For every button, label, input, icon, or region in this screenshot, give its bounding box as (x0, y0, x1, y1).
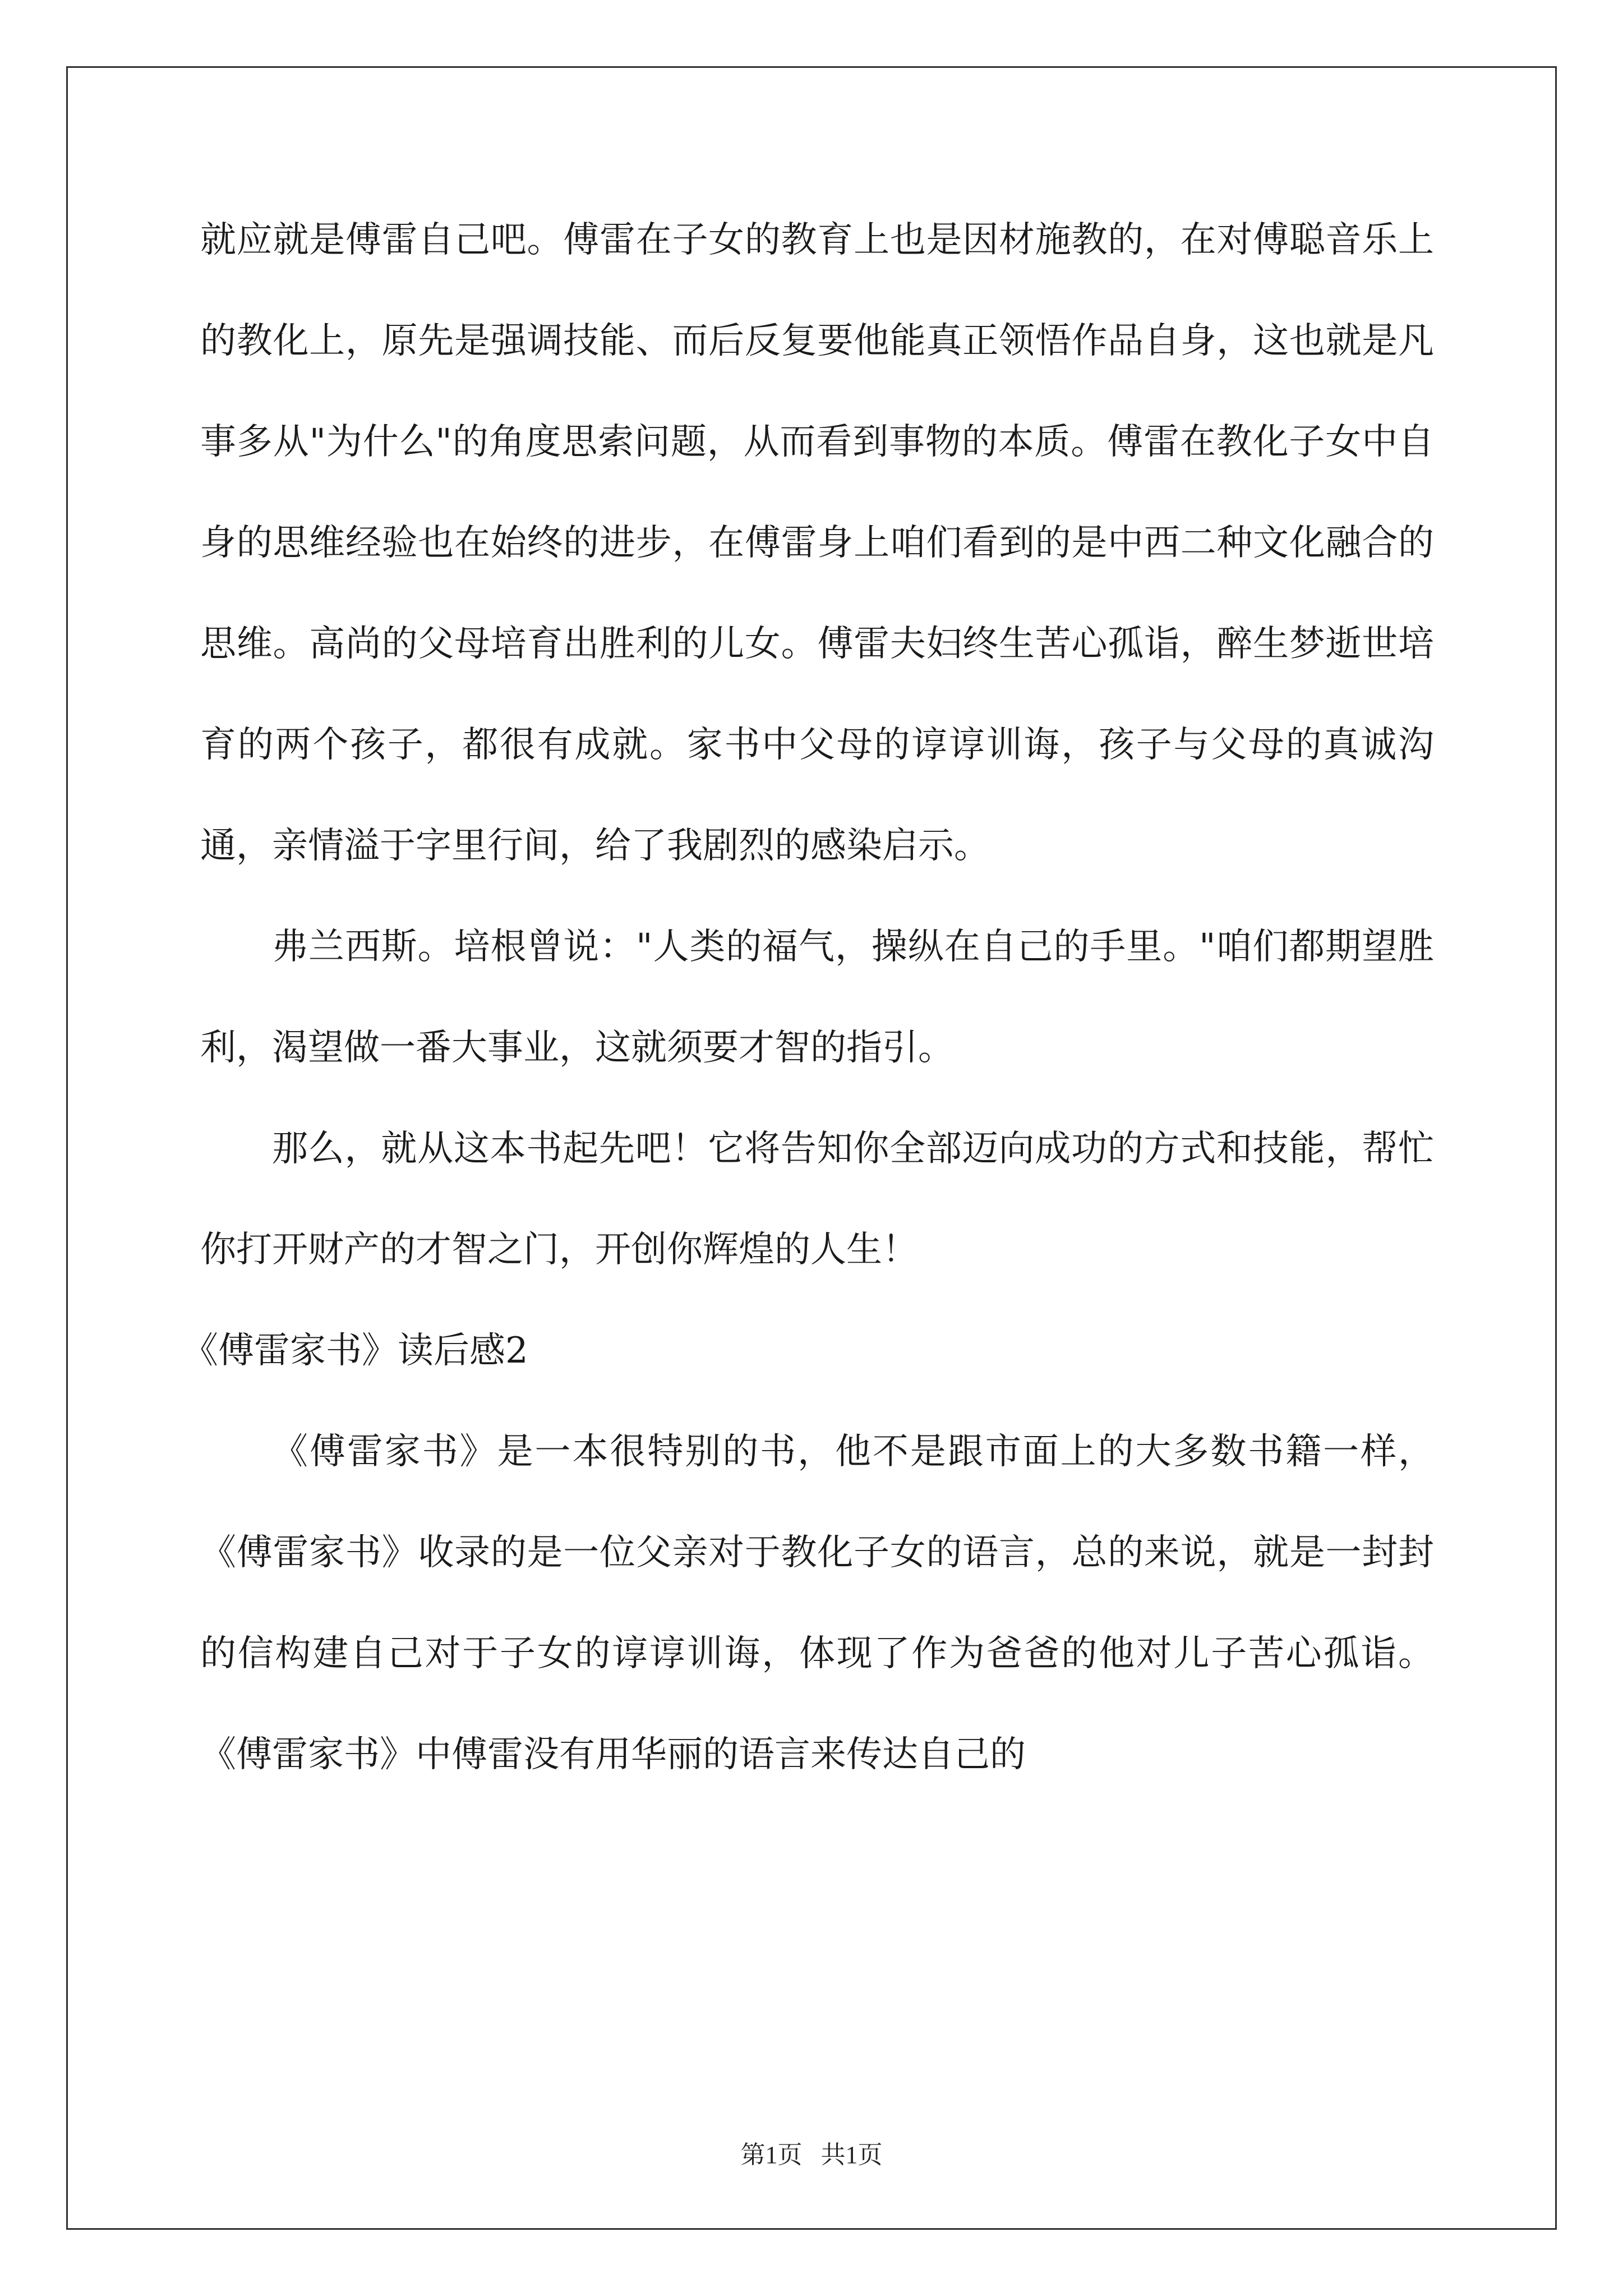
paragraph-3: 那么，就从这本书起先吧！它将告知你全部迈向成功的方式和技能，帮忙你打开财产的才智之门，开创你辉煌的人生！ (200, 1128, 1434, 1271)
paragraph-2: 弗兰西斯。培根曾说："人类的福气，操纵在自己的手里。"咱们都期望胜利，渴望做一番大事业，这就须要才智的指引。 (200, 926, 1434, 1069)
page-footer: 第1页 共1页 (740, 2141, 883, 2169)
paragraph-4: 《傅雷家书》是一本很特别的书，他不是跟市面上的大多数书籍一样，《傅雷家书》收录的是一位父亲对于教化子女的语言，总的来说，就是一封封的信构建自己对于子女的谆谆训诲，体现了作为爸爸的他对儿子苦心孤诣。《傅雷家书》中傅雷没有用华丽的语言来传达自己的 (200, 1431, 1434, 1775)
paragraph-1: 就应就是傅雷自己吧。傅雷在子女的教育上也是因材施教的，在对傅聪音乐上的教化上，原先是强调技能、而后反复要他能真正领悟作品自身，这也就是凡事多从"为什么"的角度思索问题，从而看到事物的本质。傅雷在教化子女中自身的思维经验也在始终的进步，在傅雷身上咱们看到的是中西二种文化融合的思维。高尚的父母培育出胜利的儿女。傅雷夫妇终生苦心孤诣，醉生梦逝世培育的两个孩子，都很有成就。家书中父母的谆谆训诲，孩子与父母的真诚沟通，亲情溢于字里行间，给了我剧烈的感染启示。 (200, 219, 1434, 867)
section-heading: 《傅雷家书》读后感2 (182, 1330, 528, 1372)
document-body (182, 190, 1434, 1805)
